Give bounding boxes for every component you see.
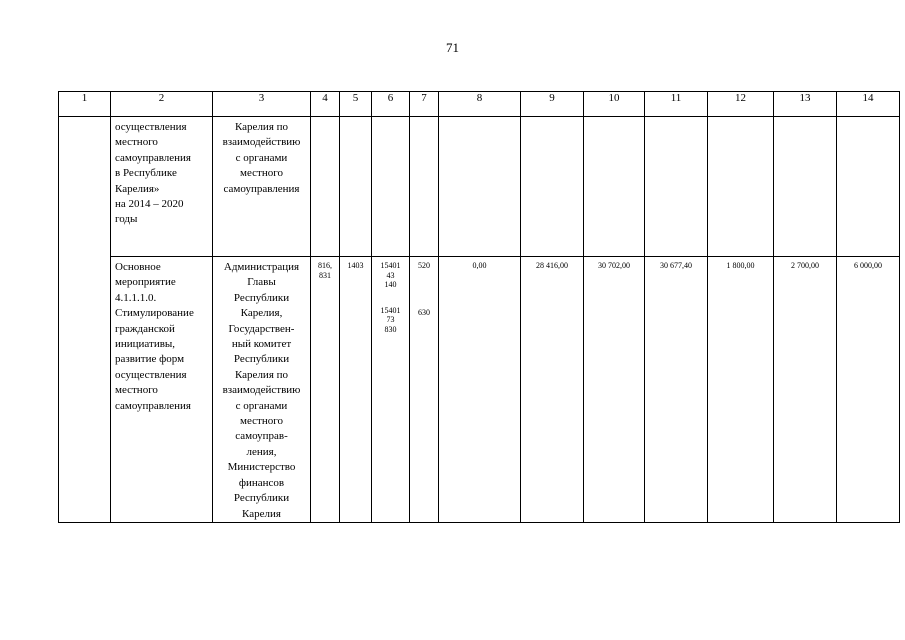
cell-col11: [645, 117, 708, 257]
executors-cell: [213, 257, 311, 523]
amount-col9: [521, 257, 584, 523]
amount-col9-value: 28 416,00: [536, 261, 568, 270]
expense-type-code-1: 520: [418, 261, 430, 270]
table-row: [59, 117, 900, 257]
section-code: 1403: [347, 261, 364, 270]
header-row: [59, 92, 900, 117]
amount-col14: [837, 257, 900, 523]
header-cell-12: 12: [708, 92, 774, 117]
expense-type-code-2: 630: [418, 307, 430, 317]
table-row: [59, 257, 900, 523]
header-cell-9: 9: [521, 92, 584, 117]
expense-type-cell: [410, 257, 439, 523]
budget-table: [58, 91, 900, 523]
header-cell-1: 1: [59, 92, 111, 117]
cell-col12: [708, 117, 774, 257]
measure-name-cell: [111, 257, 213, 523]
amount-col13: [774, 257, 837, 523]
amount-col8-value: 0,00: [472, 261, 487, 270]
cell-col5: [340, 117, 372, 257]
header-cell-5: 5: [340, 92, 372, 117]
target-article-cell: [372, 257, 410, 523]
header-cell-3: 3: [213, 92, 311, 117]
header-cell-14: 14: [837, 92, 900, 117]
amount-col11: [645, 257, 708, 523]
grbs-code-cell: [311, 257, 340, 523]
responsible-cell: [213, 117, 311, 257]
page-number: 71: [446, 40, 459, 55]
header-cell-6: 6: [372, 92, 410, 117]
header-cell-10: 10: [584, 92, 645, 117]
header-cell-2: 2: [111, 92, 213, 117]
header-cell-8: 8: [439, 92, 521, 117]
header-cell-11: 11: [645, 92, 708, 117]
cell-col13: [774, 117, 837, 257]
cell-col9: [521, 117, 584, 257]
header-cell-4: 4: [311, 92, 340, 117]
cell-col10: [584, 117, 645, 257]
amount-col10-value: 30 702,00: [598, 261, 630, 270]
cell-col6: [372, 117, 410, 257]
amount-col13-value: 2 700,00: [791, 261, 819, 270]
program-name-text: осуществления местного самоуправления в Республике Карелия» на 2014 – 2020 годы: [115, 121, 191, 226]
amount-col12-value: 1 800,00: [726, 261, 755, 270]
amount-col14-value: 6 000,00: [854, 261, 882, 270]
responsible-text: Карелия по взаимодействию с органами местного самоуправления: [222, 121, 301, 195]
header-cell-7: 7: [410, 92, 439, 117]
target-article-code-1: 15401 43 140: [380, 261, 401, 290]
amount-col10: [584, 257, 645, 523]
grbs-code: 816, 831: [318, 261, 332, 280]
amount-col11-value: 30 677,40: [660, 261, 692, 270]
target-article-code-2: 15401 73 830: [380, 305, 401, 334]
cell-col7: [410, 117, 439, 257]
cell-col14: [837, 117, 900, 257]
measure-name-text: Основное мероприятие 4.1.1.1.0. Стимулирование гражданской инициативы, развитие форм осуществления местного самоуправления: [115, 261, 194, 412]
program-name-cell: [111, 117, 213, 257]
cell-col4: [311, 117, 340, 257]
executors-text: Администрация Главы Республики Карелия, Государствен- ный комитет Республики Карелия по взаимодействию с органами местного самоуправ- ления, Министерство финансов Республики Карелия: [222, 261, 301, 520]
header-cell-13: 13: [774, 92, 837, 117]
cell-col8: [439, 117, 521, 257]
section-code-cell: [340, 257, 372, 523]
row-number-cell: [59, 117, 111, 523]
amount-col8: [439, 257, 521, 523]
amount-col12: [708, 257, 774, 523]
